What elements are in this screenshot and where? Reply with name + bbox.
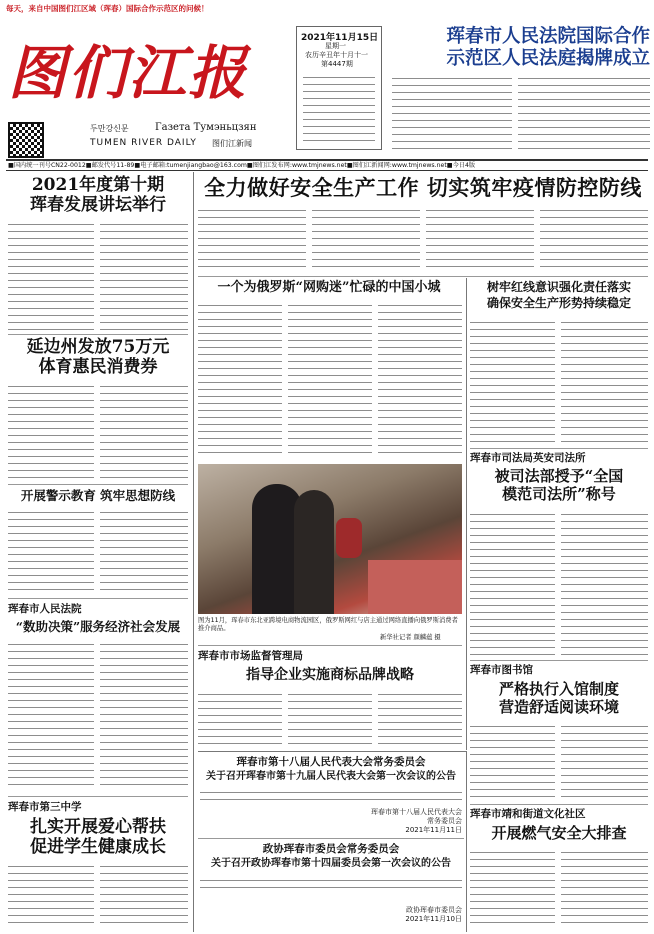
left-story5-headline-1: 扎实开展爱心帮扶 (30, 817, 166, 837)
lead-body-a (198, 206, 306, 272)
market-headline: 指导企业实施商标品牌战略 (246, 667, 414, 683)
left-story5-headline-2: 促进学生健康成长 (30, 837, 166, 857)
center-body-b (288, 301, 372, 459)
right-story3-body-a (470, 722, 555, 800)
right-story2-headline-1: 被司法部授予“全国 (494, 467, 624, 485)
right-story2-body-b (561, 510, 648, 656)
center-story-headline: 一个为俄罗斯“网购迷”忙碌的中国小城 (217, 280, 441, 295)
top-right-headline-1: 珲春市人民法院国际合作 (446, 26, 650, 47)
right-story3-headline-2: 营造舒适阅读环境 (498, 698, 619, 716)
center-body-a (198, 301, 282, 459)
market-body-a (198, 690, 282, 746)
lead-body-c (426, 206, 534, 272)
right-story4-body-b (561, 848, 648, 928)
center-body-c (378, 301, 462, 459)
korean-name: 두만강신문 (90, 124, 129, 133)
left-story3-body-a (8, 508, 94, 594)
news-photo (198, 464, 462, 614)
market-body-b (288, 690, 372, 746)
notice2-date: 2021年11月10日 (405, 915, 462, 923)
site-name: 图们江新闻 (212, 139, 252, 148)
issue-number: 第4447期 (321, 60, 353, 68)
date-line: 2021年11月15日 (301, 33, 379, 43)
right-story4-headline: 开展燃气安全大排查 (491, 824, 627, 842)
left-story5-kicker: 珲春市第三中学 (8, 801, 82, 813)
lead-body-d (540, 206, 648, 272)
notice1-sign-1: 珲春市第十八届人民代表大会 (371, 808, 462, 816)
lunar-date: 农历辛丑年十月十一 (305, 51, 368, 59)
photo-person-right (294, 490, 334, 614)
left-story3-headline: 开展警示教育 筑牢思想防线 (20, 488, 176, 503)
notice1-date: 2021年11月11日 (405, 826, 462, 834)
right-story3-body-b (561, 722, 648, 800)
notice1-body (200, 788, 462, 804)
right-story2-kicker: 珲春市司法局英安司法所 (470, 452, 586, 464)
notice2-headline-1: 政协珲春市委员会常务委员会 (262, 843, 400, 855)
left-story5-body-b (100, 862, 188, 928)
top-right-body-b (518, 74, 650, 154)
date-box (296, 26, 382, 150)
qr-code-icon (8, 122, 44, 158)
left-story4-body-a (8, 640, 94, 790)
left-story2-body-b (100, 382, 188, 480)
info-strip: ■国内统一刊号CN22-0012■邮发代号11-89■电子邮箱:tumenjiangbao@163.com■图们江发布网:www.tmjnews.net■图们江新闻网:www.tmjnews.net■今日4版 (8, 162, 476, 169)
notice2-body (200, 876, 462, 892)
left-story1-headline-1: 2021年度第十期 (31, 175, 165, 195)
russian-name: Газета Тумэньцзян (155, 122, 257, 133)
weekday: 星期一 (325, 42, 346, 50)
right-story1-headline-1: 树牢红线意识强化责任落实 (486, 280, 631, 294)
photo-credit: 新华社记者 颜麟蕴 摄 (380, 634, 441, 641)
left-story3-body-b (100, 508, 188, 594)
left-story2-headline-2: 体育惠民消费券 (38, 357, 158, 377)
masthead-brief (303, 73, 375, 147)
photo-caption: 图为11月，珲春市东北亚跨境电商物流园区，俄罗斯网红与店主通过网络直播向俄罗斯消费者推介商品。 (198, 617, 458, 632)
right-story3-headline-1: 严格执行入馆制度 (498, 680, 619, 698)
left-story2-headline-1: 延边州发放75万元 (26, 337, 170, 357)
notice1-headline-1: 珲春市第十八届人民代表大会常务委员会 (236, 756, 426, 768)
market-body-c (378, 690, 462, 746)
right-story2-headline-2: 模范司法所”称号 (502, 485, 616, 503)
notice1-headline-2: 关于召开珲春市第十九届人民代表大会第一次会议的公告 (206, 771, 456, 782)
right-story1-headline-2: 确保安全生产形势持续稳定 (486, 296, 631, 310)
notice1-sign-2: 常务委员会 (427, 817, 462, 825)
right-story1-body-a (470, 318, 555, 444)
notice2-headline-2: 关于召开政协珲春市第十四届委员会第一次会议的公告 (211, 858, 451, 869)
right-story3-kicker: 珲春市图书馆 (470, 664, 533, 676)
right-story4-kicker: 珲春市靖和街道文化社区 (470, 808, 586, 820)
top-right-body-a (392, 74, 512, 154)
left-story1-body-a (8, 220, 94, 330)
notice2-sign: 政协珲春市委员会 (406, 906, 462, 914)
left-story4-kicker: 珲春市人民法院 (8, 603, 82, 615)
right-story4-body-a (470, 848, 555, 928)
left-story4-body-b (100, 640, 188, 790)
top-right-headline-2: 示范区人民法庭揭牌成立 (446, 48, 650, 69)
left-story2-body-a (8, 382, 94, 480)
masthead-slogan: 每天，来自中国图们江区域（珲春）国际合作示范区的问候！ (6, 4, 209, 13)
masthead-logo: 图们江报 (8, 39, 249, 107)
left-story1-body-b (100, 220, 188, 330)
lead-body-b (312, 206, 420, 272)
photo-meat (336, 518, 362, 558)
lead-headline: 全力做好安全生产工作 切实筑牢疫情防控防线 (204, 175, 642, 200)
right-story1-body-b (561, 318, 648, 444)
left-story4-headline: “数助决策”服务经济社会发展 (15, 619, 181, 634)
photo-counter (368, 560, 462, 614)
english-name: TUMEN RIVER DAILY (90, 138, 197, 148)
right-story2-body-a (470, 510, 555, 656)
market-kicker: 珲春市市场监督管理局 (198, 650, 303, 662)
left-story5-body-a (8, 862, 94, 928)
left-story1-headline-2: 珲春发展讲坛举行 (30, 195, 166, 215)
